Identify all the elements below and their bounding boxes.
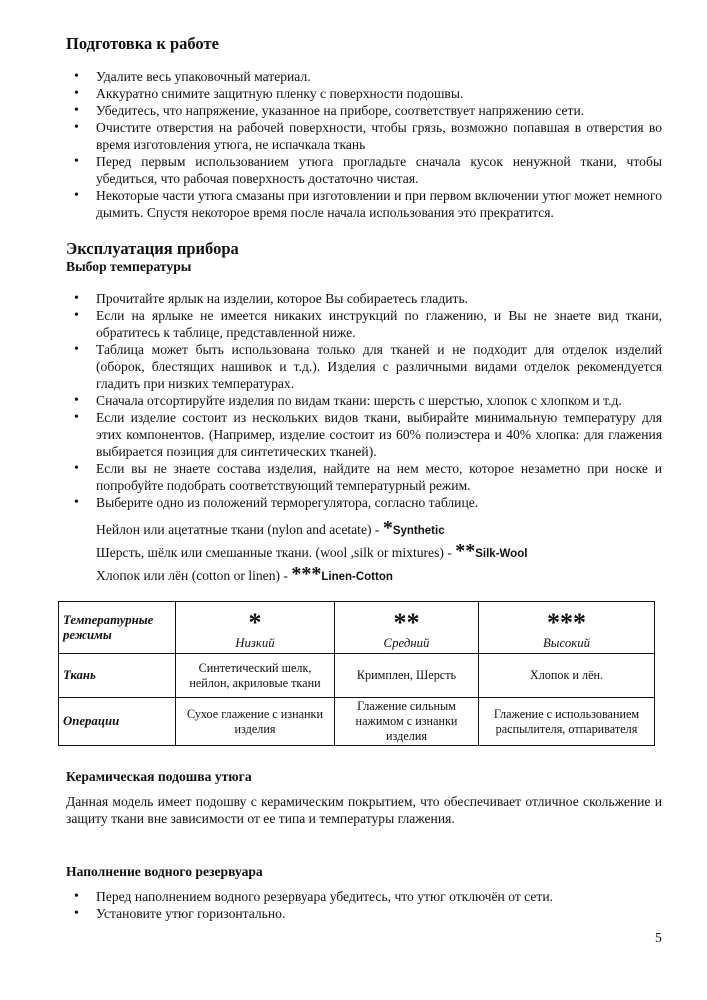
list-item: • Очистите отверстия на рабочей поверхности, чтобы грязь, возможно попавшая в отверстия во время изготовления утюга, не испачкала ткань [66, 119, 662, 153]
list-item: • Если вы не знаете состава изделия, найдите на нем место, которое незаметно при носке и попробуйте подобрать соответствующий температурный режим. [66, 460, 662, 494]
list-item: • Аккуратно снимите защитную пленку с поверхности подошвы. [66, 85, 662, 102]
ceramic-paragraph: Данная модель имеет подошву с керамическим покрытием, что обеспечивает отличное скольжение и защиту ткани вне зависимости от ее типа и температуры глажения. [66, 794, 662, 826]
level-label: Средний [383, 635, 430, 650]
mode-text: Шерсть, шёлк или смешанные ткани. (wool ,silk or mixtures) - [96, 545, 452, 560]
list-item: • Сначала отсортируйте изделия по видам ткани: шерсть с шерстью, хлопок с хлопком и т.д. [66, 392, 662, 409]
list-item: • Таблица может быть использована только для тканей и не подходит для отделок изделий (оборок, блестящих нашивок и т.д.). Изделия с различными видами отделок рекомендуется гладить при низких температурах. [66, 341, 662, 392]
table-cell-operation: Сухое глажение с изнанки изделия [176, 698, 335, 746]
table-row [59, 698, 655, 746]
star-marker: * [248, 607, 262, 637]
level-label: Низкий [235, 635, 275, 650]
list-item: • Прочитайте ярлык на изделии, которое Вы собираетесь гладить. [66, 290, 662, 307]
star-marker: ** [455, 540, 476, 562]
mode-line-linen-cotton [96, 563, 393, 586]
temperature-table [58, 601, 655, 746]
star-marker: *** [291, 563, 322, 585]
list-item: • Перед первым использованием утюга прогладьте сначала кусок ненужной ткани, чтобы убедиться, что рабочая поверхность достаточно чистая. [66, 153, 662, 187]
list-item: • Некоторые части утюга смазаны при изготовлении и при первом включении утюг может немного дымить. Спустя некоторое время после начала использования это прекратится. [66, 187, 662, 221]
mode-text: Хлопок или лён (cotton or linen) - [96, 568, 288, 583]
list-item: • Убедитесь, что напряжение, указанное на приборе, соответствует напряжению сети. [66, 102, 662, 119]
mode-line-synthetic [96, 517, 445, 540]
section-title-water: Наполнение водного резервуара [66, 864, 263, 879]
section-title-operation: Эксплуатация прибора [66, 239, 239, 258]
table-cell-operation: Глажение сильным нажимом с изнанки изделия [335, 698, 479, 746]
row-header: Температурные режимы [59, 602, 176, 654]
star-marker: *** [547, 607, 586, 637]
mode-tag: Synthetic [392, 525, 445, 537]
subsection-title-temperature: Выбор температуры [66, 259, 192, 274]
list-item: • Удалите весь упаковочный материал. [66, 68, 662, 85]
list-item: • Перед наполнением водного резервуара убедитесь, что утюг отключён от сети. [66, 888, 662, 905]
water-list [66, 888, 662, 922]
list-item: • Если изделие состоит из нескольких видов ткани, выбирайте минимальную температуру для этих компонентов. (Например, изделие состоит из 60% полиэстера и 40% хлопка: для глажения выбирается позиция для синтетических тканей). [66, 409, 662, 460]
preparation-list [66, 68, 662, 221]
level-label: Высокий [542, 635, 591, 650]
table-cell-fabric: Синтетический шелк, нейлон, акриловые ткани [176, 654, 335, 698]
section-title-ceramic: Керамическая подошва утюга [66, 769, 252, 784]
table-cell-level [176, 602, 335, 654]
table-cell-level [335, 602, 479, 654]
mode-tag: Linen-Cotton [321, 571, 393, 583]
page-number: 5 [655, 930, 662, 945]
list-item: • Выберите одно из положений терморегулятора, согласно таблице. [66, 494, 662, 511]
table-row [59, 654, 655, 698]
row-header: Ткань [59, 654, 176, 698]
table-row [59, 602, 655, 654]
table-cell-level [479, 602, 655, 654]
temperature-list [66, 290, 662, 511]
mode-line-silk-wool [96, 540, 528, 563]
list-item: • Если на ярлыке не имеется никаких инструкций по глажению, и Вы не знаете вид ткани, обратитесь к таблице, представленной ниже. [66, 307, 662, 341]
mode-text: Нейлон или ацетатные ткани (nylon and acetate) - [96, 522, 380, 537]
table-cell-fabric: Кримплен, Шерсть [335, 654, 479, 698]
table-cell-fabric: Хлопок и лён. [479, 654, 655, 698]
star-marker: * [382, 517, 393, 539]
star-marker: ** [393, 607, 420, 637]
section-title-preparation: Подготовка к работе [66, 34, 219, 53]
list-item: • Установите утюг горизонтально. [66, 905, 662, 922]
table-cell-operation: Глажение с использованием распылителя, отпаривателя [479, 698, 655, 746]
row-header: Операции [59, 698, 176, 746]
mode-tag: Silk-Wool [475, 548, 528, 560]
